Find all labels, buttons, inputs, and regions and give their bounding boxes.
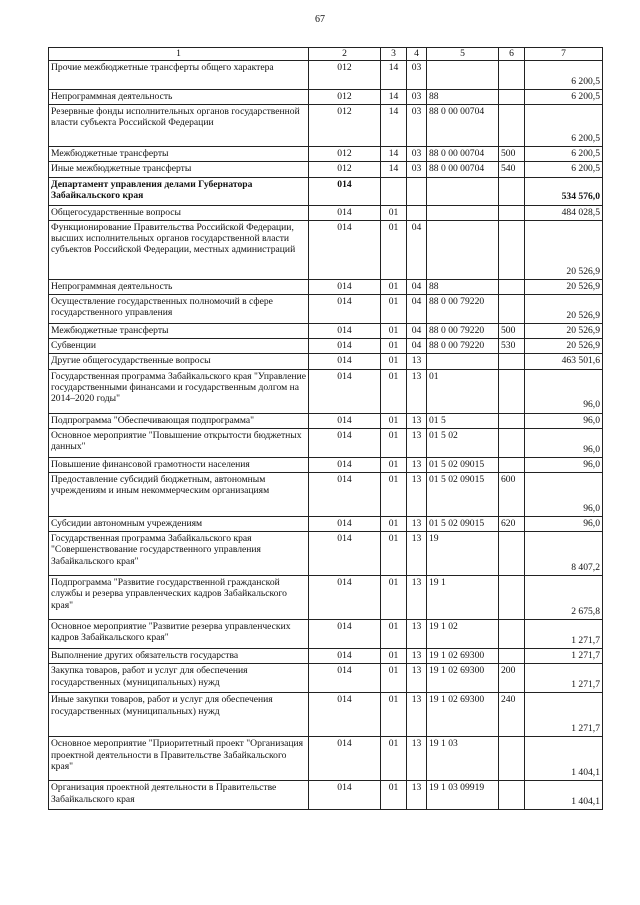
ministry-code-cell: 014: [309, 369, 381, 413]
table-row: [49, 737, 603, 781]
subsection-code-cell: 03: [407, 90, 427, 105]
header-cell: 4: [407, 48, 427, 61]
expense-type-cell: [499, 354, 525, 369]
amount-cell: 96,0: [525, 413, 603, 428]
ministry-code-cell: 014: [309, 205, 381, 220]
subsection-code-cell: 13: [407, 457, 427, 472]
row-name-cell: Предоставление субсидий бюджетным, автономным учреждениям и иным некоммерческим организациям: [49, 473, 309, 517]
table-row: [49, 220, 603, 279]
subsection-code-cell: 13: [407, 781, 427, 810]
ministry-code-cell: 014: [309, 220, 381, 279]
section-code-cell: 01: [381, 781, 407, 810]
ministry-code-cell: 014: [309, 324, 381, 339]
target-code-cell: 88 0 00 00704: [427, 162, 499, 177]
subsection-code-cell: 13: [407, 693, 427, 737]
row-name-cell: Подпрограмма "Развитие государственной гражданской службы и резерва управленческих кадров Забайкальского края": [49, 576, 309, 620]
row-name-cell: Резервные фонды исполнительных органов государственной власти субъекта Российской Федерации: [49, 105, 309, 147]
amount-cell: 1 271,7: [525, 664, 603, 693]
target-code-cell: 88: [427, 279, 499, 294]
ministry-code-cell: 014: [309, 576, 381, 620]
section-code-cell: 01: [381, 693, 407, 737]
subsection-code-cell: 03: [407, 162, 427, 177]
section-code-cell: 01: [381, 473, 407, 517]
subsection-code-cell: 13: [407, 737, 427, 781]
header-cell: 6: [499, 48, 525, 61]
expense-type-cell: [499, 105, 525, 147]
amount-cell: 6 200,5: [525, 105, 603, 147]
table-row: [49, 649, 603, 664]
page-number: 67: [315, 14, 325, 25]
section-code-cell: 01: [381, 295, 407, 324]
ministry-code-cell: 014: [309, 413, 381, 428]
subsection-code-cell: 04: [407, 339, 427, 354]
section-code-cell: 01: [381, 205, 407, 220]
section-code-cell: 01: [381, 324, 407, 339]
ministry-code-cell: 014: [309, 354, 381, 369]
amount-cell: 1 271,7: [525, 649, 603, 664]
header-cell: 7: [525, 48, 603, 61]
table-row: [49, 781, 603, 810]
ministry-code-cell: 014: [309, 457, 381, 472]
target-code-cell: 88 0 00 00704: [427, 147, 499, 162]
header-cell: 1: [49, 48, 309, 61]
target-code-cell: 88 0 00 79220: [427, 324, 499, 339]
target-code-cell: 19 1 02 69300: [427, 649, 499, 664]
target-code-cell: 88 0 00 79220: [427, 295, 499, 324]
row-name-cell: Выполнение других обязательств государства: [49, 649, 309, 664]
row-name-cell: Иные закупки товаров, работ и услуг для обеспечения государственных (муниципальных) нужд: [49, 693, 309, 737]
amount-cell: 1 404,1: [525, 737, 603, 781]
table-row: [49, 147, 603, 162]
row-name-cell: Непрограммная деятельность: [49, 90, 309, 105]
table-row: [49, 324, 603, 339]
ministry-code-cell: 012: [309, 105, 381, 147]
table-row: [49, 162, 603, 177]
amount-cell: 96,0: [525, 517, 603, 532]
target-code-cell: 88 0 00 00704: [427, 105, 499, 147]
section-code-cell: 01: [381, 339, 407, 354]
amount-cell: 2 675,8: [525, 576, 603, 620]
target-code-cell: 88: [427, 90, 499, 105]
section-code-cell: 01: [381, 649, 407, 664]
amount-cell: 20 526,9: [525, 279, 603, 294]
target-code-cell: [427, 220, 499, 279]
section-code-cell: 01: [381, 369, 407, 413]
section-code-cell: 14: [381, 105, 407, 147]
subsection-code-cell: 13: [407, 354, 427, 369]
expense-type-cell: [499, 737, 525, 781]
expense-type-cell: [499, 177, 525, 205]
section-code-cell: 01: [381, 457, 407, 472]
target-code-cell: 01 5 02 09015: [427, 517, 499, 532]
row-name-cell: Другие общегосударственные вопросы: [49, 354, 309, 369]
amount-cell: 484 028,5: [525, 205, 603, 220]
amount-cell: 6 200,5: [525, 61, 603, 90]
target-code-cell: 88 0 00 79220: [427, 339, 499, 354]
ministry-code-cell: 012: [309, 90, 381, 105]
subsection-code-cell: 13: [407, 664, 427, 693]
subsection-code-cell: 13: [407, 473, 427, 517]
ministry-code-cell: 014: [309, 781, 381, 810]
ministry-code-cell: 014: [309, 339, 381, 354]
ministry-code-cell: 014: [309, 532, 381, 576]
section-code-cell: 01: [381, 413, 407, 428]
section-code-cell: 01: [381, 576, 407, 620]
ministry-code-cell: 012: [309, 162, 381, 177]
expense-type-cell: [499, 61, 525, 90]
table-row: [49, 339, 603, 354]
expense-type-cell: 500: [499, 147, 525, 162]
target-code-cell: [427, 354, 499, 369]
target-code-cell: 19 1: [427, 576, 499, 620]
ministry-code-cell: 014: [309, 295, 381, 324]
section-code-cell: 01: [381, 664, 407, 693]
table-row: [49, 413, 603, 428]
table-row: [49, 457, 603, 472]
budget-table: [48, 47, 603, 810]
target-code-cell: 19 1 02: [427, 620, 499, 649]
section-code-cell: [381, 177, 407, 205]
row-name-cell: Организация проектной деятельности в Правительстве Забайкальского края: [49, 781, 309, 810]
expense-type-cell: 600: [499, 473, 525, 517]
table-row: [49, 664, 603, 693]
section-code-cell: 14: [381, 147, 407, 162]
target-code-cell: 01 5 02 09015: [427, 457, 499, 472]
table-row: [49, 693, 603, 737]
expense-type-cell: [499, 205, 525, 220]
ministry-code-cell: 014: [309, 664, 381, 693]
row-name-cell: Субсидии автономным учреждениям: [49, 517, 309, 532]
target-code-cell: 19: [427, 532, 499, 576]
subsection-code-cell: 04: [407, 324, 427, 339]
row-name-cell: Иные межбюджетные трансферты: [49, 162, 309, 177]
expense-type-cell: [499, 649, 525, 664]
row-name-cell: Межбюджетные трансферты: [49, 147, 309, 162]
subsection-code-cell: 13: [407, 532, 427, 576]
expense-type-cell: [499, 781, 525, 810]
amount-cell: 6 200,5: [525, 90, 603, 105]
subsection-code-cell: 04: [407, 279, 427, 294]
amount-cell: 6 200,5: [525, 147, 603, 162]
table-row: [49, 354, 603, 369]
ministry-code-cell: 014: [309, 177, 381, 205]
row-name-cell: Прочие межбюджетные трансферты общего характера: [49, 61, 309, 90]
amount-cell: 463 501,6: [525, 354, 603, 369]
expense-type-cell: [499, 295, 525, 324]
table-row: [49, 532, 603, 576]
row-name-cell: Осуществление государственных полномочий в сфере государственного управления: [49, 295, 309, 324]
table-row: [49, 295, 603, 324]
subsection-code-cell: 13: [407, 649, 427, 664]
amount-cell: 1 404,1: [525, 781, 603, 810]
subsection-code-cell: 13: [407, 428, 427, 457]
amount-cell: 1 271,7: [525, 693, 603, 737]
row-name-cell: Общегосударственные вопросы: [49, 205, 309, 220]
target-code-cell: 01 5: [427, 413, 499, 428]
amount-cell: 20 526,9: [525, 324, 603, 339]
expense-type-cell: [499, 90, 525, 105]
section-code-cell: 01: [381, 354, 407, 369]
subsection-code-cell: 04: [407, 295, 427, 324]
table-row: [49, 105, 603, 147]
target-code-cell: [427, 205, 499, 220]
amount-cell: 96,0: [525, 369, 603, 413]
table-row: [49, 90, 603, 105]
expense-type-cell: [499, 428, 525, 457]
ministry-code-cell: 014: [309, 517, 381, 532]
expense-type-cell: [499, 413, 525, 428]
subsection-code-cell: 13: [407, 369, 427, 413]
table-row: [49, 517, 603, 532]
subsection-code-cell: 13: [407, 413, 427, 428]
section-code-cell: 01: [381, 220, 407, 279]
row-name-cell: Непрограммная деятельность: [49, 279, 309, 294]
subsection-code-cell: 13: [407, 576, 427, 620]
target-code-cell: 01: [427, 369, 499, 413]
row-name-cell: Закупка товаров, работ и услуг для обеспечения государственных (муниципальных) нужд: [49, 664, 309, 693]
expense-type-cell: [499, 279, 525, 294]
amount-cell: 96,0: [525, 428, 603, 457]
amount-cell: 6 200,5: [525, 162, 603, 177]
table-row: [49, 205, 603, 220]
table-row: [49, 473, 603, 517]
subsection-code-cell: 13: [407, 620, 427, 649]
row-name-cell: Основное мероприятие "Повышение открытости бюджетных данных": [49, 428, 309, 457]
section-code-cell: 01: [381, 517, 407, 532]
expense-type-cell: [499, 576, 525, 620]
target-code-cell: 19 1 02 69300: [427, 693, 499, 737]
ministry-code-cell: 014: [309, 649, 381, 664]
row-name-cell: Функционирование Правительства Российской Федерации, высших исполнительных органов государственной власти субъектов Российской Федерации, местных администраций: [49, 220, 309, 279]
subsection-code-cell: [407, 177, 427, 205]
ministry-code-cell: 012: [309, 147, 381, 162]
ministry-code-cell: 012: [309, 61, 381, 90]
ministry-code-cell: 014: [309, 428, 381, 457]
target-code-cell: 19 1 03: [427, 737, 499, 781]
section-code-cell: 14: [381, 61, 407, 90]
target-code-cell: 19 1 03 09919: [427, 781, 499, 810]
subsection-code-cell: 13: [407, 517, 427, 532]
amount-cell: 8 407,2: [525, 532, 603, 576]
ministry-code-cell: 014: [309, 737, 381, 781]
row-name-cell: Субвенции: [49, 339, 309, 354]
target-code-cell: [427, 61, 499, 90]
ministry-code-cell: 014: [309, 620, 381, 649]
amount-cell: 96,0: [525, 473, 603, 517]
ministry-code-cell: 014: [309, 693, 381, 737]
table-row: [49, 177, 603, 205]
row-name-cell: Департамент управления делами Губернатора Забайкальского края: [49, 177, 309, 205]
section-code-cell: 01: [381, 532, 407, 576]
row-name-cell: Государственная программа Забайкальского края "Совершенствование государственного управления Забайкальского края": [49, 532, 309, 576]
table-row: [49, 61, 603, 90]
amount-cell: 20 526,9: [525, 339, 603, 354]
section-code-cell: 14: [381, 90, 407, 105]
amount-cell: 20 526,9: [525, 295, 603, 324]
expense-type-cell: 200: [499, 664, 525, 693]
row-name-cell: Государственная программа Забайкальского края "Управление государственными финансами и государственным долгом на 2014–2020 годы": [49, 369, 309, 413]
subsection-code-cell: 04: [407, 220, 427, 279]
expense-type-cell: 500: [499, 324, 525, 339]
table-row: [49, 428, 603, 457]
amount-cell: 1 271,7: [525, 620, 603, 649]
expense-type-cell: [499, 457, 525, 472]
header-row: [49, 48, 603, 61]
section-code-cell: 01: [381, 737, 407, 781]
header-cell: 3: [381, 48, 407, 61]
expense-type-cell: [499, 369, 525, 413]
amount-cell: 96,0: [525, 457, 603, 472]
subsection-code-cell: 03: [407, 61, 427, 90]
section-code-cell: 01: [381, 620, 407, 649]
target-code-cell: 19 1 02 69300: [427, 664, 499, 693]
ministry-code-cell: 014: [309, 473, 381, 517]
section-code-cell: 14: [381, 162, 407, 177]
expense-type-cell: 240: [499, 693, 525, 737]
table-row: [49, 369, 603, 413]
table-row: [49, 620, 603, 649]
subsection-code-cell: 03: [407, 147, 427, 162]
table-row: [49, 279, 603, 294]
section-code-cell: 01: [381, 428, 407, 457]
expense-type-cell: [499, 620, 525, 649]
row-name-cell: Основное мероприятие "Приоритетный проект "Организация проектной деятельности в Правительстве Забайкальского края": [49, 737, 309, 781]
row-name-cell: Подпрограмма "Обеспечивающая подпрограмма": [49, 413, 309, 428]
target-code-cell: 01 5 02 09015: [427, 473, 499, 517]
target-code-cell: 01 5 02: [427, 428, 499, 457]
row-name-cell: Основное мероприятие "Развитие резерва управленческих кадров Забайкальского края": [49, 620, 309, 649]
expense-type-cell: 540: [499, 162, 525, 177]
subsection-code-cell: 03: [407, 105, 427, 147]
header-cell: 5: [427, 48, 499, 61]
row-name-cell: Межбюджетные трансферты: [49, 324, 309, 339]
header-cell: 2: [309, 48, 381, 61]
row-name-cell: Повышение финансовой грамотности населения: [49, 457, 309, 472]
amount-cell: 20 526,9: [525, 220, 603, 279]
expense-type-cell: 620: [499, 517, 525, 532]
expense-type-cell: [499, 532, 525, 576]
table-row: [49, 576, 603, 620]
ministry-code-cell: 014: [309, 279, 381, 294]
section-code-cell: 01: [381, 279, 407, 294]
target-code-cell: [427, 177, 499, 205]
expense-type-cell: 530: [499, 339, 525, 354]
subsection-code-cell: [407, 205, 427, 220]
expense-type-cell: [499, 220, 525, 279]
amount-cell: 534 576,0: [525, 177, 603, 205]
